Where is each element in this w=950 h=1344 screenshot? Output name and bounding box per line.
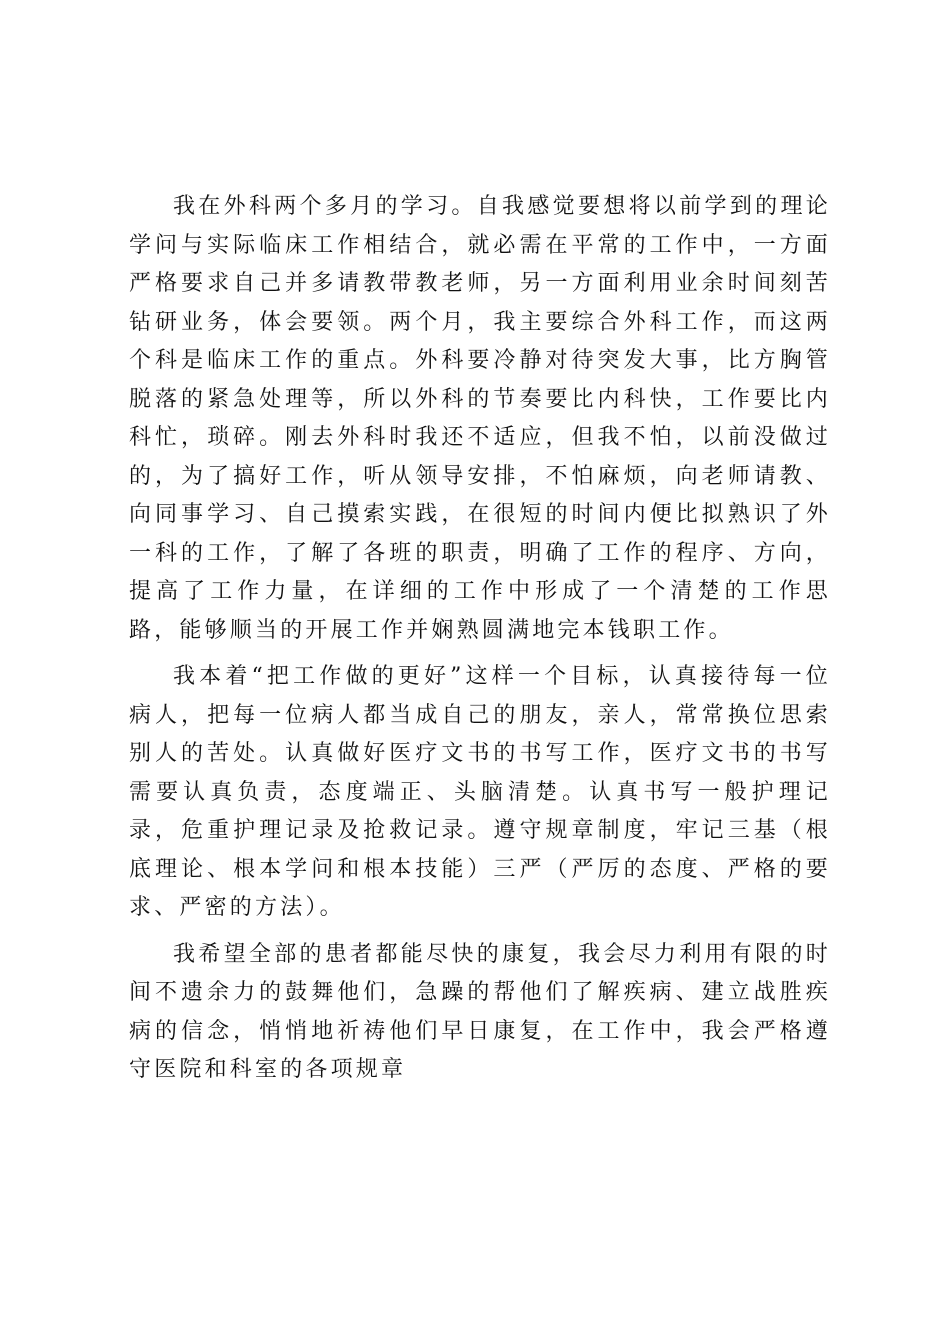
paragraph-recovery-hope: 我希望全部的患者都能尽快的康复，我会尽力利用有限的时间不遗余力的鼓舞他们，急躁的帮他们了解疾病、建立战胜疾病的信念，悄悄地祈祷他们早日康复，在工作中，我会严格遵守医院和科室的各项规章 xyxy=(129,941,831,1082)
paragraph-surgery-study: 我在外科两个多月的学习。自我感觉要想将以前学到的理论学问与实际临床工作相结合，就必需在平常的工作中，一方面严格要求自己并多请教带教老师，另一方面利用业余时间刻苦钻研业务，体会要领。两个月，我主要综合外科工作，而这两个科是临床工作的重点。外科要冷静对待突发大事，比方胸管脱落的紧急处理等，所以外科的节奏要比内科快，工作要比内科忙，琐碎。刚去外科时我还不适应，但我不怕，以前没做过的，为了搞好工作，听从领导安排，不怕麻烦，向老师请教、向同事学习、自己摸索实践，在很短的时间内便比拟熟识了外一科的工作，了解了各班的职责，明确了工作的程序、方向，提高了工作力量，在详细的工作中形成了一个清楚的工作思路，能够顺当的开展工作并娴熟圆满地完本钱职工作。 xyxy=(129,194,831,643)
document-body xyxy=(129,188,831,1098)
paragraph-patient-care: 我本着“把工作做的更好”这样一个目标，认真接待每一位病人，把每一位病人都当成自己的朋友，亲人，常常换位思索别人的苦处。认真做好医疗文书的书写工作，医疗文书的书写需要认真负责，态度端正、头脑清楚。认真书写一般护理记录，危重护理记录及抢救记录。遵守规章制度，牢记三基（根底理论、根本学问和根本技能）三严（严厉的态度、严格的要求、严密的方法）。 xyxy=(129,664,831,920)
